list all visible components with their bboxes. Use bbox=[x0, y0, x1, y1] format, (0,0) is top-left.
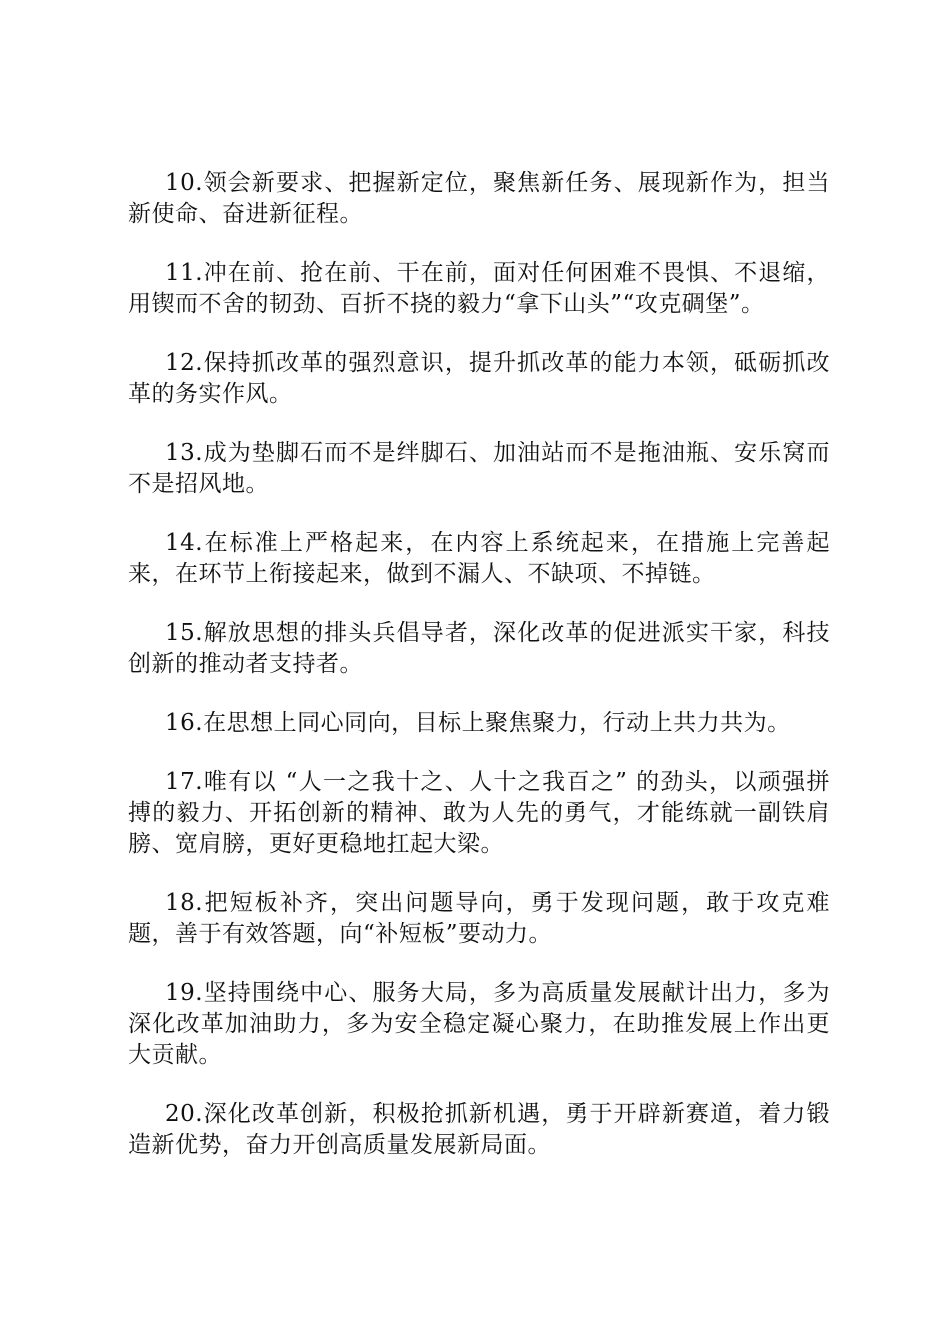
paragraph-18: 18.把短板补齐，突出问题导向，勇于发现问题，敢于攻克难题，善于有效答题，向“补短板”要动力。 bbox=[128, 890, 830, 947]
paragraph-12: 12.保持抓改革的强烈意识，提升抓改革的能力本领，砥砺抓改革的务实作风。 bbox=[128, 350, 830, 407]
paragraph-14: 14.在标准上严格起来，在内容上系统起来，在措施上完善起来，在环节上衔接起来，做到不漏人、不缺项、不掉链。 bbox=[128, 530, 830, 587]
paragraph-20: 20.深化改革创新，积极抢抓新机遇，勇于开辟新赛道，着力锻造新优势，奋力开创高质量发展新局面。 bbox=[128, 1101, 830, 1158]
paragraph-17: 17.唯有以 “人一之我十之、人十之我百之” 的劲头，以顽强拼搏的毅力、开拓创新的精神、敢为人先的勇气，才能练就一副铁肩膀、宽肩膀，更好更稳地扛起大梁。 bbox=[128, 769, 830, 857]
paragraph-16: 16.在思想上同心同向，目标上聚焦聚力，行动上共力共为。 bbox=[165, 710, 791, 736]
paragraph-19: 19.坚持围绕中心、服务大局，多为高质量发展献计出力，多为深化改革加油助力，多为安全稳定凝心聚力，在助推发展上作出更大贡献。 bbox=[128, 980, 830, 1068]
document-body bbox=[128, 168, 830, 1189]
paragraph-13: 13.成为垫脚石而不是绊脚石、加油站而不是拖油瓶、安乐窝而不是招风地。 bbox=[128, 440, 830, 497]
paragraph-15: 15.解放思想的排头兵倡导者，深化改革的促进派实干家，科技创新的推动者支持者。 bbox=[128, 620, 830, 677]
paragraph-10: 10.领会新要求、把握新定位，聚焦新任务、展现新作为，担当新使命、奋进新征程。 bbox=[128, 170, 830, 227]
paragraph-11: 11.冲在前、抢在前、干在前，面对任何困难不畏惧、不退缩，用锲而不舍的韧劲、百折不挠的毅力“拿下山头”“攻克碉堡”。 bbox=[128, 260, 830, 317]
